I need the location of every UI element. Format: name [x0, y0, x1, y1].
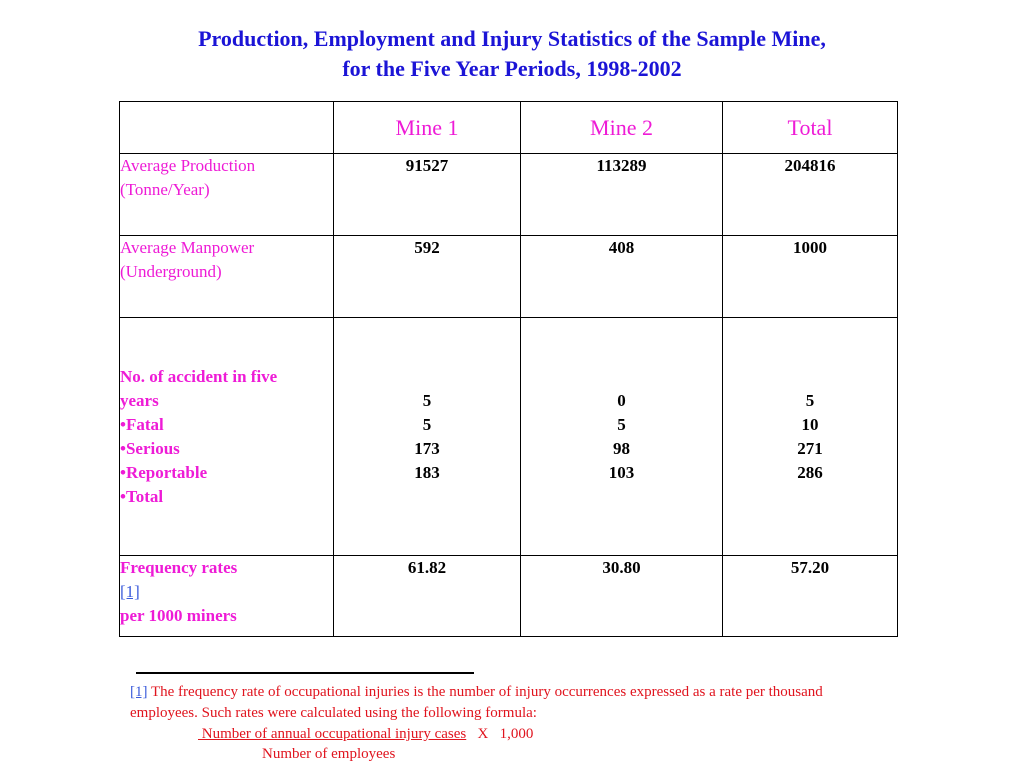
row-label-line: Average Production: [120, 156, 256, 175]
row-label-line: [120, 556, 333, 604]
table-row-manpower: [120, 236, 898, 318]
value-total: 286: [797, 462, 823, 482]
cell-accidents-mine-1: [334, 318, 521, 556]
value-fatal: 5: [805, 390, 815, 410]
row-label-line: (Tonne/Year): [120, 180, 210, 199]
bullet-item-total: •Total: [120, 486, 164, 506]
cell-frequency-total: 57.20: [723, 556, 898, 637]
cell-production-mine-1: 91527: [334, 154, 521, 236]
bullet-item-reportable: •Reportable: [120, 462, 208, 482]
cell-manpower-total: 1000: [723, 236, 898, 318]
cell-manpower-mine-1: 592: [334, 236, 521, 318]
value-reportable: 271: [797, 438, 823, 458]
cell-production-mine-2: 113289: [521, 154, 723, 236]
header-mine-2: Mine 2: [521, 102, 723, 154]
footnote-back-link[interactable]: [1]: [130, 684, 148, 700]
footnote-body: The frequency rate of occupational injuries is the number of injury occurrences expressed as a rate per thousand employees. Such rates were calculated using the following formula:: [130, 684, 823, 721]
cell-production-total: 204816: [723, 154, 898, 236]
value-reportable: 98: [613, 438, 630, 458]
cell-accidents-mine-2: [521, 318, 723, 556]
row-label-line: per 1000 miners: [120, 606, 237, 625]
formula-denominator: Number of employees: [262, 746, 396, 762]
header-total: Total: [723, 102, 898, 154]
table-row-accidents: [120, 318, 898, 556]
table-row-production: [120, 154, 898, 236]
value-serious: 5: [422, 414, 432, 434]
value-fatal: 5: [422, 390, 432, 410]
cell-accidents-total: [723, 318, 898, 556]
table-row-frequency: [120, 556, 898, 637]
row-label-line: No. of accident in five: [120, 366, 278, 386]
header-row: [120, 102, 898, 154]
page-title: [0, 24, 1024, 84]
formula-multiplier: X 1,000: [466, 726, 534, 742]
title-line-1: Production, Employment and Injury Statistics of the Sample Mine,: [198, 26, 826, 51]
statistics-table: [119, 101, 898, 637]
value-total: 103: [608, 462, 635, 482]
formula-numerator: [198, 724, 533, 744]
row-label-line: (Underground): [120, 262, 222, 281]
bullet-item-fatal: •Fatal: [120, 414, 164, 434]
cell-manpower-mine-2: 408: [521, 236, 723, 318]
frequency-label-text: Frequency rates: [120, 558, 238, 577]
row-label-line: years: [120, 390, 159, 410]
row-label-line: Average Manpower: [120, 238, 255, 257]
cell-frequency-mine-2: 30.80: [521, 556, 723, 637]
formula-numerator-text: Number of annual occupational injury cases: [198, 726, 467, 742]
cell-frequency-mine-1: 61.82: [334, 556, 521, 637]
footnote-divider: [136, 672, 474, 674]
value-serious: 10: [801, 414, 819, 434]
bullet-item-serious: •Serious: [120, 438, 180, 458]
footnote-text: [130, 682, 890, 724]
footnote-reference-link[interactable]: [1]: [120, 582, 140, 601]
title-line-2: for the Five Year Periods, 1998-2002: [342, 56, 682, 81]
row-label-production: [120, 154, 334, 236]
value-fatal: 0: [617, 390, 626, 410]
row-label-manpower: [120, 236, 334, 318]
header-mine-1: Mine 1: [334, 102, 521, 154]
row-label-frequency: [120, 556, 334, 637]
header-cell-empty: [120, 102, 334, 154]
value-reportable: 173: [414, 438, 440, 458]
value-total: 183: [414, 462, 440, 482]
value-serious: 5: [617, 414, 626, 434]
row-label-accidents: [120, 318, 334, 556]
